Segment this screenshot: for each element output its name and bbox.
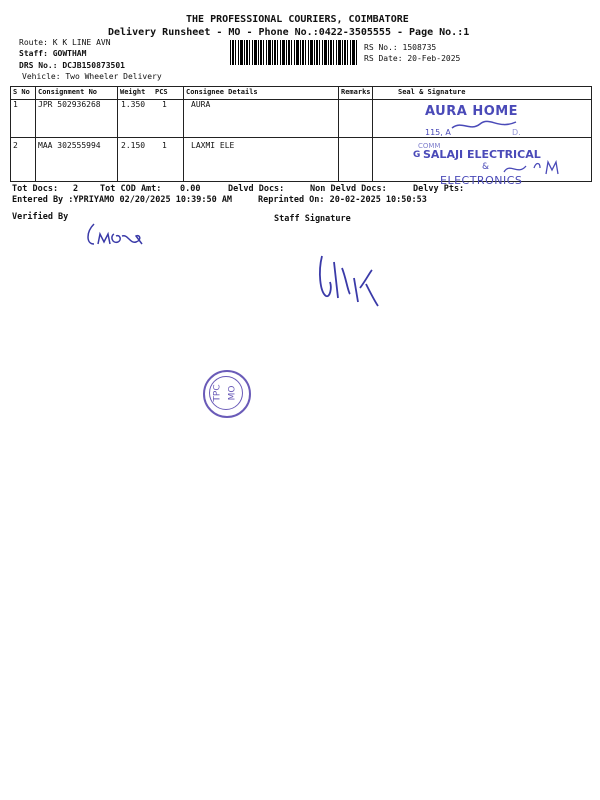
row1-consignee: AURA xyxy=(191,100,211,109)
tpc-round-stamp xyxy=(203,370,251,418)
row2-weight: 2.150 xyxy=(121,141,146,150)
col-divider xyxy=(372,87,373,181)
verified-signature xyxy=(84,220,154,250)
rs-date: RS Date: 20-Feb-2025 xyxy=(364,54,461,63)
row2-sno: 2 xyxy=(13,141,18,150)
verified-by-label: Verified By xyxy=(12,212,69,222)
tot-cod-label: Tot COD Amt: xyxy=(100,184,162,194)
row2-consignee: LAXMI ELE xyxy=(191,141,235,150)
entered-by: Entered By :YPRIYAMO 02/20/2025 10:39:50 AM xyxy=(12,195,233,205)
stamp-electricals-amp: & xyxy=(482,162,490,172)
staff-text: Staff: GOWTHAM xyxy=(19,49,87,58)
rs-number: RS No.: 1508735 xyxy=(364,43,437,52)
col-divider xyxy=(117,87,118,181)
reprinted-on: Reprinted On: 20-02-2025 10:50:53 xyxy=(258,195,427,205)
col-divider xyxy=(35,87,36,181)
stamp-electricals-g: G xyxy=(413,150,421,160)
staff-signature-label: Staff Signature xyxy=(274,214,351,224)
row1-weight: 1.350 xyxy=(121,100,146,109)
table-header-row xyxy=(11,87,591,100)
col-header-consignment: Consignment No xyxy=(38,88,98,96)
tot-cod-value: 0.00 xyxy=(180,184,201,194)
row1-sno: 1 xyxy=(13,100,18,109)
stamp-aura-home-suffix: D. xyxy=(512,128,521,137)
seal-scribble-1 xyxy=(450,118,520,134)
row1-consignment: JPR 502936268 xyxy=(38,100,101,109)
col-header-pcs: PCS xyxy=(155,88,168,96)
stamp-electricals-name: SALAJI ELECTRICAL xyxy=(423,148,541,161)
row-divider xyxy=(11,137,591,138)
col-header-consignee: Consignee Details xyxy=(186,88,258,96)
stamp-aura-home-address: 115, A xyxy=(425,128,451,137)
col-divider xyxy=(183,87,184,181)
vehicle-text: Vehicle: Two Wheeler Delivery xyxy=(22,72,162,81)
tot-docs-value: 2 xyxy=(73,184,79,194)
col-divider xyxy=(338,87,339,181)
seal-scribble-2 xyxy=(500,158,560,180)
stamp-electronics: ELECTRONICS xyxy=(440,174,523,187)
document-title: THE PROFESSIONAL COURIERS, COIMBATORE xyxy=(186,14,409,25)
non-delvd-docs: Non Delvd Docs: xyxy=(310,184,387,194)
row2-pcs: 1 xyxy=(162,141,167,150)
tpc-stamp-bottom-text: MO xyxy=(227,385,238,401)
route-text: Route: K K LINE AVN xyxy=(19,38,111,47)
row1-pcs: 1 xyxy=(162,100,167,109)
staff-signature xyxy=(316,248,388,310)
tpc-stamp-top-text: TPC xyxy=(212,384,223,402)
stamp-electricals-prefix: COMM xyxy=(418,142,441,150)
delvd-docs: Delvd Docs: xyxy=(228,184,285,194)
col-header-seal: Seal & Signature xyxy=(398,88,466,96)
drs-number: DRS No.: DCJB150873501 xyxy=(19,61,125,70)
tot-docs-label: Tot Docs: xyxy=(12,184,59,194)
delvy-pts: Delvy Pts: xyxy=(413,184,465,194)
col-header-weight: Weight xyxy=(120,88,146,96)
barcode xyxy=(230,40,358,65)
stamp-aura-home-name: AURA HOME xyxy=(425,104,519,119)
row2-consignment: MAA 302555994 xyxy=(38,141,101,150)
runsheet-subtitle: Delivery Runsheet - MO - Phone No.:0422-3505555 - Page No.:1 xyxy=(108,27,470,38)
col-header-remarks: Remarks xyxy=(341,88,371,96)
col-header-sno: S No xyxy=(13,88,30,96)
